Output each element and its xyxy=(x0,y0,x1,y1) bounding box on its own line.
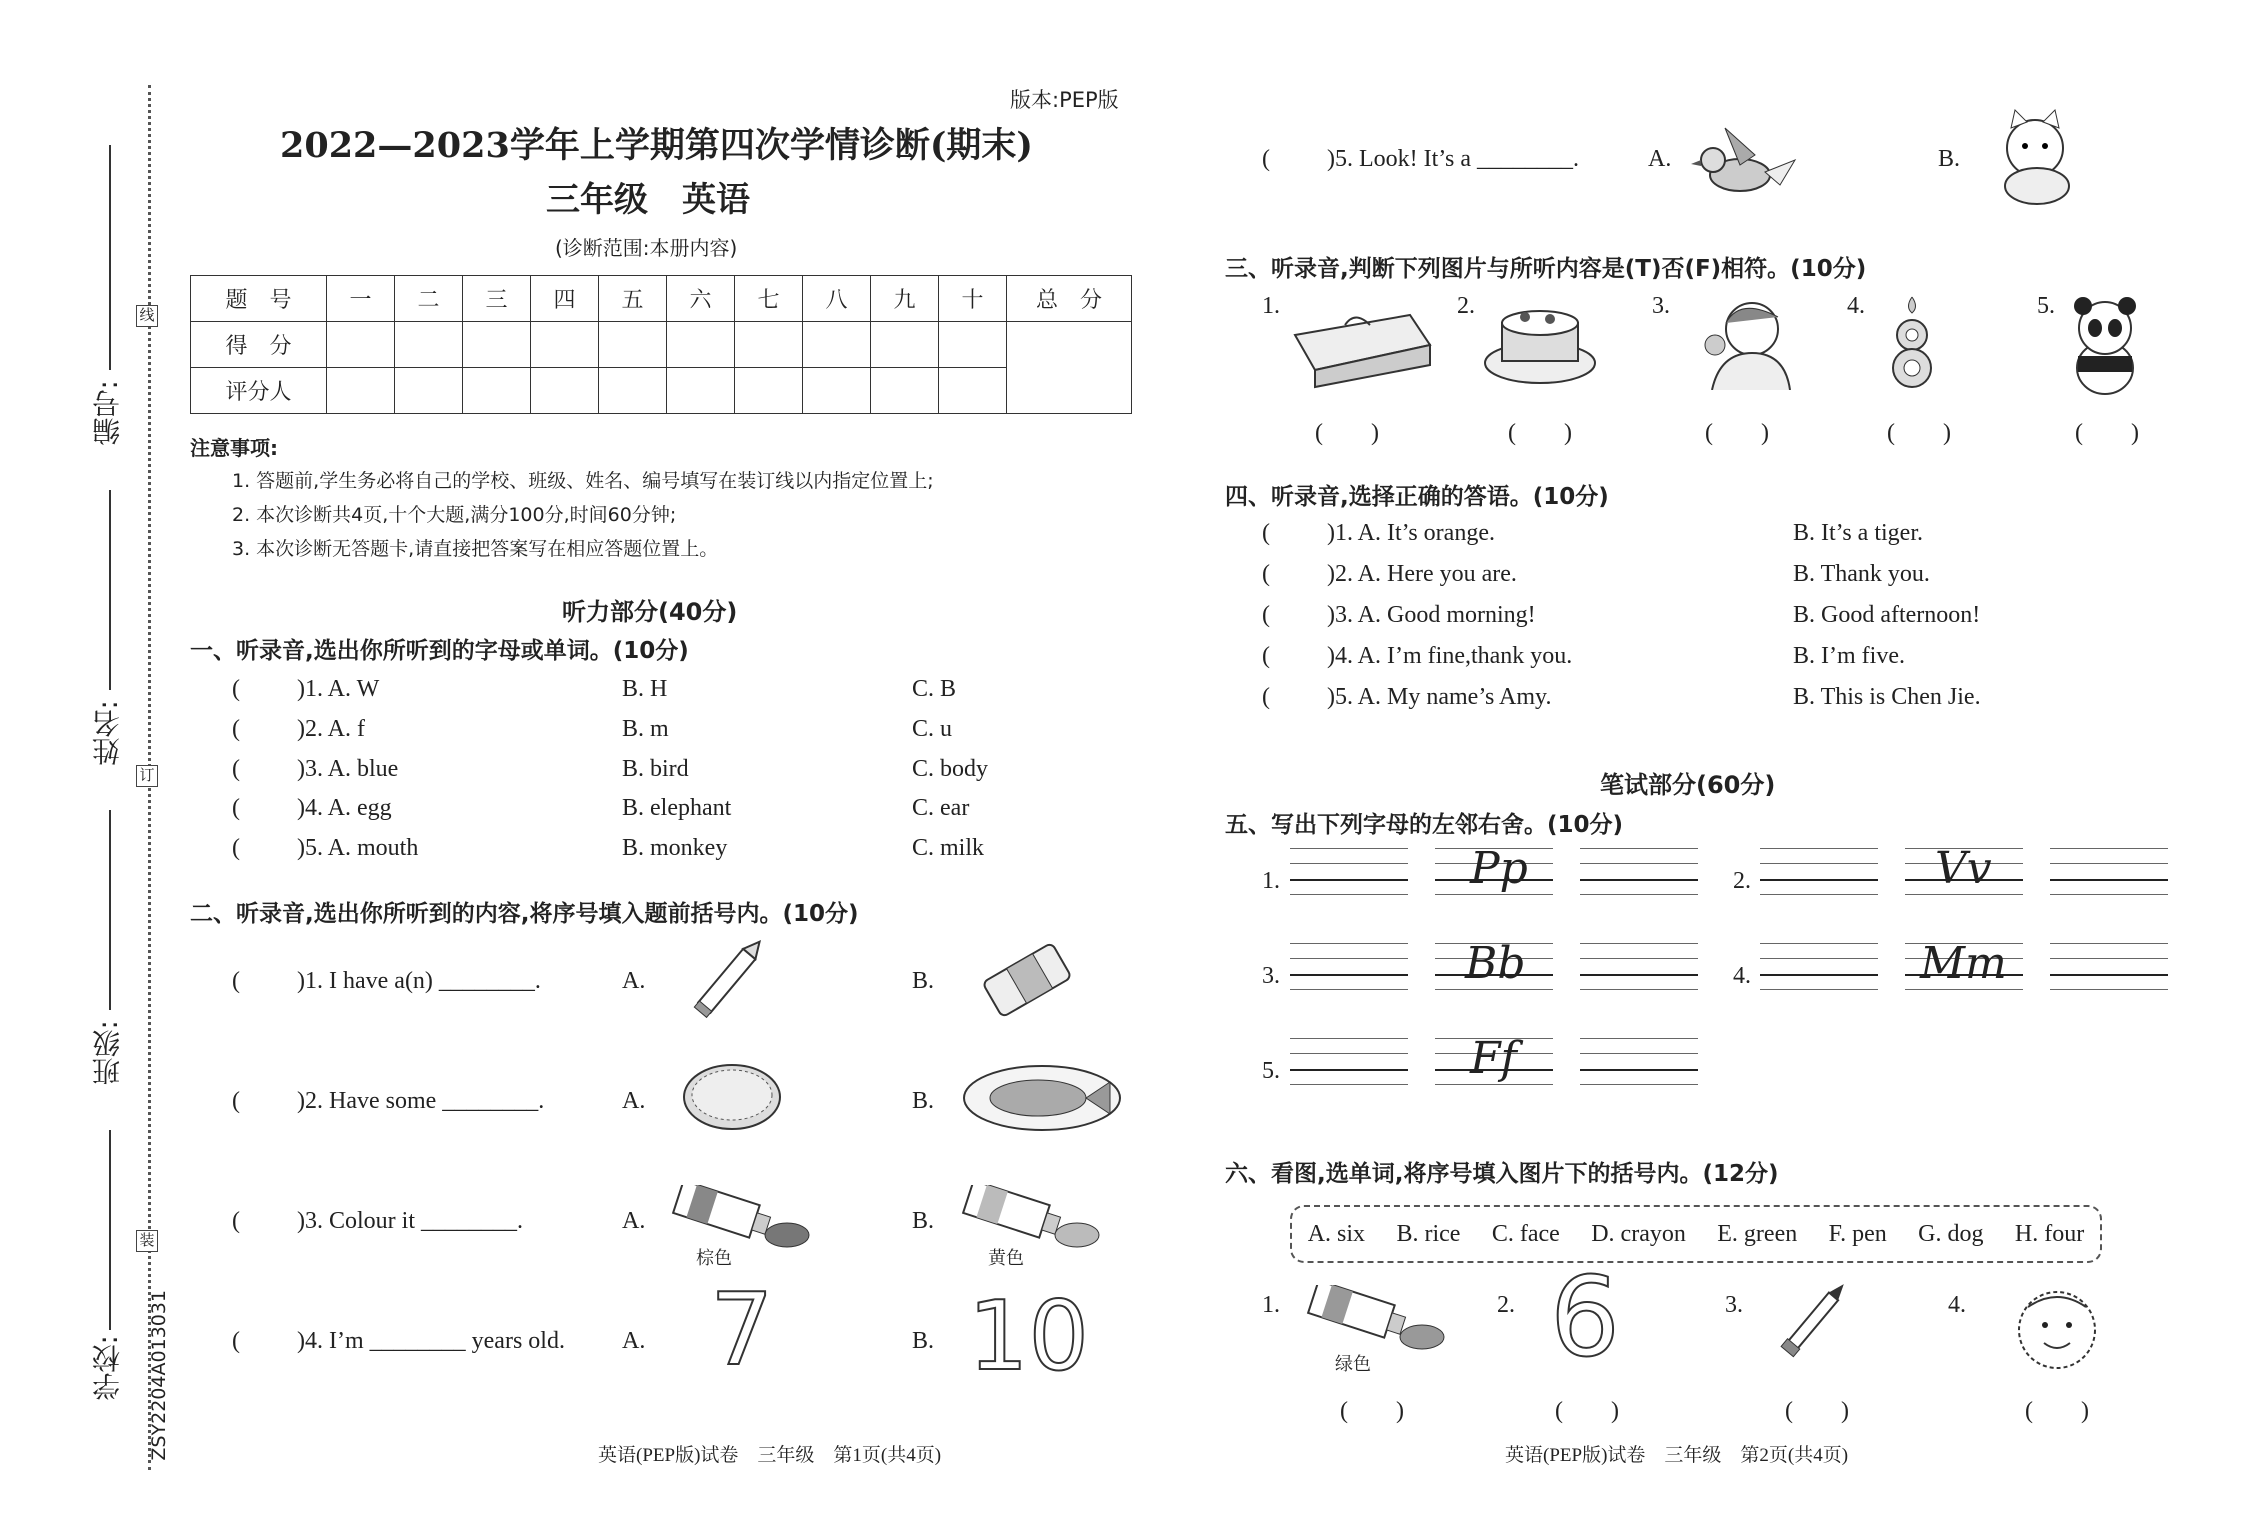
eraser-icon xyxy=(975,935,1080,1025)
score-header: 八 xyxy=(803,276,871,322)
s3-num: 4. xyxy=(1847,293,1865,319)
given-letter: Mm xyxy=(1920,938,2007,989)
answer-paren[interactable]: ( xyxy=(232,676,240,702)
letter-writing-field[interactable] xyxy=(1290,1038,1408,1088)
answer-paren[interactable]: ( ) xyxy=(1555,1398,1619,1424)
name-label: 姓名: xyxy=(91,700,124,766)
s2-q3-b: B. xyxy=(912,1208,935,1234)
binding-mark-line: 线 xyxy=(136,305,158,327)
class-label: 班级: xyxy=(91,1020,124,1086)
given-letter: Pp xyxy=(1470,843,1528,894)
answer-paren[interactable]: ( xyxy=(232,835,240,861)
s3-num: 5. xyxy=(2037,293,2055,319)
score-header: 总 分 xyxy=(1007,276,1132,322)
note-item: 3. 本次诊断无答题卡,请直接把答案写在相应答题位置上。 xyxy=(232,538,719,560)
number-eight-candle-icon xyxy=(1885,293,1940,393)
letter-writing-field[interactable] xyxy=(1760,943,1878,993)
s1-q1-b: B. H xyxy=(622,676,668,702)
colour-label-green: 绿色 xyxy=(1335,1354,1371,1375)
s6-num: 3. xyxy=(1725,1292,1743,1318)
note-item: 1. 答题前,学生务必将自己的学校、班级、姓名、编号填写在装订线以内指定位置上; xyxy=(232,470,934,492)
s6-num: 2. xyxy=(1497,1292,1515,1318)
answer-paren[interactable]: ( xyxy=(232,795,240,821)
s5-num: 3. xyxy=(1262,963,1280,989)
number-ten: 10 xyxy=(968,1282,1089,1392)
s6-num: 4. xyxy=(1948,1292,1966,1318)
s2-q4-a: A. xyxy=(622,1328,646,1354)
s4-q5-b: B. This is Chen Jie. xyxy=(1793,684,1981,710)
answer-paren[interactable]: ( xyxy=(1262,146,1270,172)
s1-q5: )5. A. mouth xyxy=(297,835,419,861)
binding-mark-zhuang: 装 xyxy=(136,1230,158,1252)
score-header: 二 xyxy=(395,276,463,322)
writing-heading: 笔试部分(60分) xyxy=(1600,771,1776,799)
answer-paren[interactable]: ( ) xyxy=(1887,420,1951,446)
fish-dish-icon xyxy=(960,1060,1125,1135)
s1-q5-c: C. milk xyxy=(912,835,985,861)
word-option: H. four xyxy=(2014,1220,2085,1247)
paper-code: ZSY2204A013031 xyxy=(148,1290,170,1461)
answer-paren[interactable]: ( xyxy=(1262,684,1270,710)
exam-subtitle: 三年级 英语 xyxy=(546,180,750,220)
s2-q5-b: B. xyxy=(1938,146,1961,172)
s5-num: 5. xyxy=(1262,1058,1280,1084)
score-header: 三 xyxy=(463,276,531,322)
s2-q4: )4. I’m ________ years old. xyxy=(297,1328,565,1354)
score-header: 四 xyxy=(531,276,599,322)
colour-label-yellow: 黄色 xyxy=(988,1248,1024,1269)
given-letter: Vv xyxy=(1935,843,1992,894)
s5-num: 1. xyxy=(1262,868,1280,894)
paint-tube-icon xyxy=(665,1185,815,1250)
score-header: 十 xyxy=(939,276,1007,322)
letter-writing-field[interactable] xyxy=(1760,848,1878,898)
score-header: 七 xyxy=(735,276,803,322)
s1-q1-c: C. B xyxy=(912,676,957,702)
score-row-label: 得 分 xyxy=(191,322,327,368)
notes-title: 注意事项: xyxy=(190,436,278,460)
class-field[interactable] xyxy=(109,810,111,1010)
s4-q2-a: )2. A. Here you are. xyxy=(1327,561,1517,587)
s5-num: 2. xyxy=(1733,868,1751,894)
name-field[interactable] xyxy=(109,490,111,690)
panda-icon xyxy=(2060,290,2150,398)
pencil-icon xyxy=(680,935,780,1020)
word-option: A. six xyxy=(1307,1220,1366,1247)
answer-paren[interactable]: ( ) xyxy=(1508,420,1572,446)
s4-q3-b: B. Good afternoon! xyxy=(1793,602,1981,628)
word-bank xyxy=(1290,1205,2102,1263)
rice-bowl-icon xyxy=(680,1060,785,1135)
s1-q4: )4. A. egg xyxy=(297,795,392,821)
letter-writing-field[interactable] xyxy=(1290,848,1408,898)
answer-paren[interactable]: ( ) xyxy=(2025,1398,2089,1424)
s2-q1: )1. I have a(n) ________. xyxy=(297,968,541,994)
s1-q2: )2. A. f xyxy=(297,716,365,742)
word-option: F. pen xyxy=(1828,1220,1887,1247)
cake-icon xyxy=(1480,295,1605,390)
section1-title: 一、听录音,选出你所听到的字母或单词。(10分) xyxy=(190,638,689,664)
s1-q2-c: C. u xyxy=(912,716,953,742)
word-option: D. crayon xyxy=(1591,1220,1686,1247)
s2-q4-b: B. xyxy=(912,1328,935,1354)
paint-tube-icon xyxy=(955,1185,1105,1250)
boy-eating-icon xyxy=(1690,295,1805,390)
total-score-cell[interactable] xyxy=(1007,322,1132,414)
s1-q3: )3. A. blue xyxy=(297,756,399,782)
s1-q1: )1. A. W xyxy=(297,676,380,702)
face-icon xyxy=(2010,1285,2105,1375)
s3-num: 1. xyxy=(1262,293,1280,319)
s2-q2: )2. Have some ________. xyxy=(297,1088,545,1114)
s4-q1-b: B. It’s a tiger. xyxy=(1793,520,1923,546)
cat-icon xyxy=(1985,108,2090,208)
s4-q2-b: B. Thank you. xyxy=(1793,561,1930,587)
letter-writing-field[interactable] xyxy=(1290,943,1408,993)
s4-q4-b: B. I’m five. xyxy=(1793,643,1905,669)
s2-q5-a: A. xyxy=(1648,146,1672,172)
school-label: 学校: xyxy=(91,1335,124,1401)
score-header: 题 号 xyxy=(191,276,327,322)
s4-q1-a: )1. A. It’s orange. xyxy=(1327,520,1495,546)
section4-title: 四、听录音,选择正确的答语。(10分) xyxy=(1225,484,1609,510)
version-label: 版本:PEP版 xyxy=(1010,88,1119,112)
binding-mark-ding: 订 xyxy=(136,765,158,787)
pencil-box-icon xyxy=(1285,295,1435,390)
word-option: C. face xyxy=(1491,1220,1560,1247)
given-letter: Ff xyxy=(1470,1033,1517,1084)
colour-label-brown: 棕色 xyxy=(696,1248,732,1269)
grader-row-label: 评分人 xyxy=(191,368,327,414)
s2-q3: )3. Colour it ________. xyxy=(297,1208,523,1234)
letter-writing-field[interactable] xyxy=(1580,943,1698,993)
score-header: 九 xyxy=(871,276,939,322)
answer-paren[interactable]: ( ) xyxy=(1315,420,1379,446)
note-item: 2. 本次诊断共4页,十个大题,满分100分,时间60分钟; xyxy=(232,504,677,526)
word-option: B. rice xyxy=(1396,1220,1461,1247)
s4-q3-a: )3. A. Good morning! xyxy=(1327,602,1536,628)
answer-paren[interactable]: ( xyxy=(232,756,240,782)
section2-title: 二、听录音,选出你所听到的内容,将序号填入题前括号内。(10分) xyxy=(190,901,859,927)
footer-left: 英语(PEP版)试卷 三年级 第1页(共4页) xyxy=(598,1445,942,1466)
given-letter: Bb xyxy=(1465,938,1526,989)
s1-q2-b: B. m xyxy=(622,716,669,742)
s5-num: 4. xyxy=(1733,963,1751,989)
answer-paren[interactable]: ( xyxy=(232,968,240,994)
s1-q3-b: B. bird xyxy=(622,756,689,782)
s2-q1-b: B. xyxy=(912,968,935,994)
answer-paren[interactable]: ( xyxy=(1262,520,1270,546)
s2-q3-a: A. xyxy=(622,1208,646,1234)
s4-q4-a: )4. A. I’m fine,thank you. xyxy=(1327,643,1573,669)
letter-writing-field[interactable] xyxy=(2050,848,2168,898)
answer-paren[interactable]: ( xyxy=(1262,643,1270,669)
score-header: 六 xyxy=(667,276,735,322)
answer-paren[interactable]: ( ) xyxy=(2075,420,2139,446)
answer-paren[interactable]: ( xyxy=(232,1328,240,1354)
answer-paren[interactable]: ( xyxy=(232,1208,240,1234)
score-header: 五 xyxy=(599,276,667,322)
word-option: E. green xyxy=(1717,1220,1798,1247)
s2-q2-b: B. xyxy=(912,1088,935,1114)
s3-num: 3. xyxy=(1652,293,1670,319)
s3-num: 2. xyxy=(1457,293,1475,319)
paint-tube-icon xyxy=(1300,1285,1450,1355)
letter-writing-field[interactable] xyxy=(1580,1038,1698,1088)
number-six: 6 xyxy=(1550,1253,1620,1381)
answer-paren[interactable]: ( xyxy=(1262,561,1270,587)
number-label: 编号: xyxy=(91,380,124,446)
letter-writing-field[interactable] xyxy=(2050,943,2168,993)
score-header: 一 xyxy=(327,276,395,322)
s2-q2-a: A. xyxy=(622,1088,646,1114)
number-seven: 7 xyxy=(710,1271,774,1388)
answer-paren[interactable]: ( xyxy=(232,716,240,742)
section5-title: 五、写出下列字母的左邻右舍。(10分) xyxy=(1225,812,1624,838)
section3-title: 三、听录音,判断下列图片与所听内容是(T)否(F)相符。(10分) xyxy=(1225,256,1867,282)
school-field[interactable] xyxy=(109,1130,111,1330)
s2-q1-a: A. xyxy=(622,968,646,994)
s1-q4-c: C. ear xyxy=(912,795,970,821)
answer-paren[interactable]: ( xyxy=(1262,602,1270,628)
answer-paren[interactable]: ( ) xyxy=(1785,1398,1849,1424)
exam-title: 2022—2023学年上学期第四次学情诊断(期末) xyxy=(280,125,1033,166)
letter-writing-field[interactable] xyxy=(1580,848,1698,898)
exam-scope: (诊断范围:本册内容) xyxy=(555,236,738,260)
s1-q5-b: B. monkey xyxy=(622,835,728,861)
s6-num: 1. xyxy=(1262,1292,1280,1318)
number-field[interactable] xyxy=(109,145,111,370)
score-table xyxy=(190,275,1132,414)
listening-heading: 听力部分(40分) xyxy=(562,598,738,626)
word-option: G. dog xyxy=(1918,1220,1984,1247)
s4-q5-a: )5. A. My name’s Amy. xyxy=(1327,684,1552,710)
section6-title: 六、看图,选单词,将序号填入图片下的括号内。(12分) xyxy=(1225,1161,1779,1187)
bird-icon xyxy=(1685,120,1800,205)
answer-paren[interactable]: ( ) xyxy=(1340,1398,1404,1424)
answer-paren[interactable]: ( xyxy=(232,1088,240,1114)
answer-paren[interactable]: ( ) xyxy=(1705,420,1769,446)
s1-q4-b: B. elephant xyxy=(622,795,732,821)
footer-right: 英语(PEP版)试卷 三年级 第2页(共4页) xyxy=(1505,1445,1849,1466)
s2-q5: )5. Look! It’s a ________. xyxy=(1327,146,1579,172)
pen-icon xyxy=(1765,1275,1865,1365)
s1-q3-c: C. body xyxy=(912,756,989,782)
